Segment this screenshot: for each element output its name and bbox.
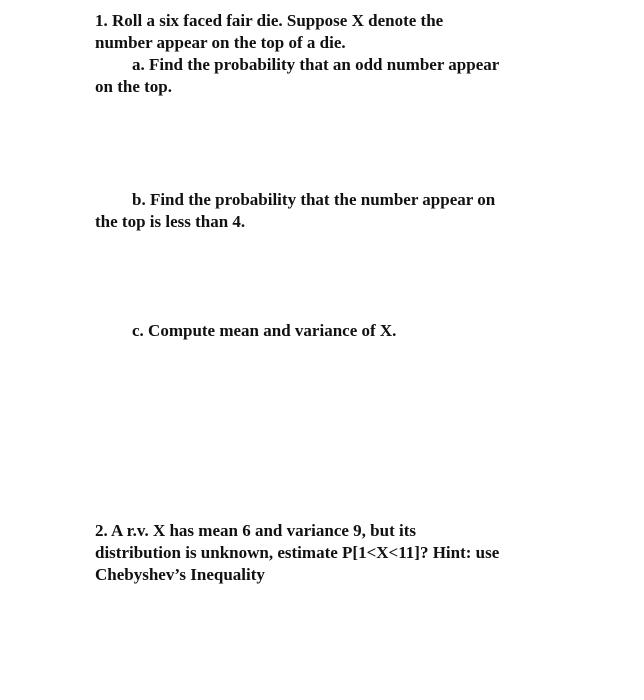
- question-1: [95, 10, 565, 98]
- question-1c: [95, 320, 565, 342]
- question-1a-line-2: on the top.: [95, 77, 172, 96]
- question-2-line-2: distribution is unknown, estimate P[1<X<11]? Hint: use: [95, 543, 500, 562]
- question-1b-line-1: b. Find the probability that the number appear on: [132, 190, 496, 209]
- question-1a-line-1: a. Find the probability that an odd number appear: [132, 55, 500, 74]
- question-2-line-3: Chebyshev’s Inequality: [95, 565, 265, 584]
- question-1-stem-line-2: number appear on the top of a die.: [95, 33, 346, 52]
- question-2-line-1: 2. A r.v. X has mean 6 and variance 9, but its: [95, 521, 416, 540]
- question-1-stem-line-1: 1. Roll a six faced fair die. Suppose X denote the: [95, 11, 444, 30]
- question-1b-line-2: the top is less than 4.: [95, 212, 246, 231]
- question-1c-line-1: c. Compute mean and variance of X.: [132, 321, 397, 340]
- question-2: [95, 520, 565, 586]
- question-1b: [95, 189, 565, 233]
